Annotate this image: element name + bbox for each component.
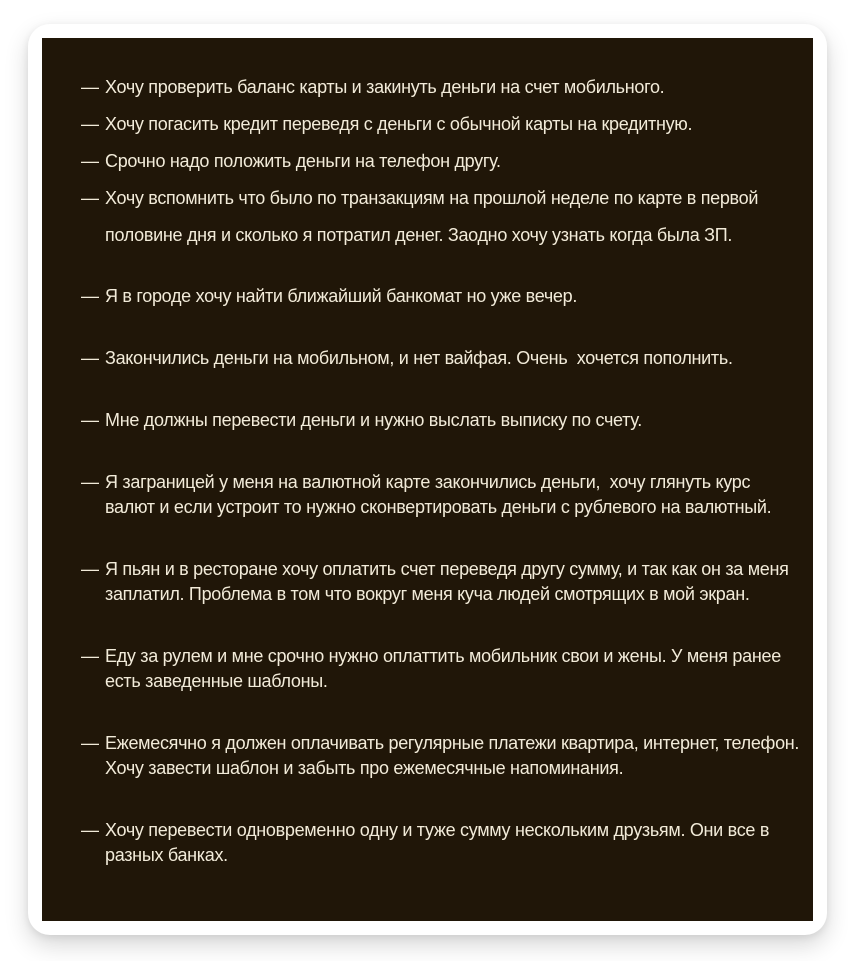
dash-marker: — (81, 820, 99, 840)
list-item-11 (81, 731, 800, 781)
list-item-text: разных банках. (105, 845, 228, 865)
dash-marker: — (81, 151, 99, 171)
list-item-text: Я заграницей у меня на валютной карте закончились деньги, хочу глянуть курс (105, 472, 751, 492)
list-item-2 (81, 106, 795, 143)
list-item-10 (81, 644, 795, 694)
list-item-text: есть заведенные шаблоны. (105, 671, 328, 691)
dash-marker: — (81, 559, 99, 579)
dash-marker: — (81, 646, 99, 666)
dash-marker: — (81, 472, 99, 492)
list-item-5 (81, 284, 795, 309)
dash-marker: — (81, 286, 99, 306)
list-item-text: валют и если устроит то нужно сконвертировать деньги с рублевого на валютный. (105, 497, 772, 517)
list-item-8 (81, 470, 795, 520)
list-item-6 (81, 346, 795, 371)
dash-marker: — (81, 410, 99, 430)
list-item-text: Закончились деньги на мобильном, и нет вайфая. Очень хочется пополнить. (105, 348, 733, 368)
list-item-9 (81, 557, 795, 607)
dash-marker: — (81, 114, 99, 134)
dash-marker: — (81, 188, 99, 208)
list-item-text: Мне должны перевести деньги и нужно выслать выписку по счету. (105, 410, 642, 430)
list-item-12 (81, 818, 795, 868)
document-card (28, 24, 827, 935)
dash-marker: — (81, 348, 99, 368)
dash-marker: — (81, 733, 99, 753)
list-item-4 (81, 180, 795, 254)
list-item-text: Хочу завести шаблон и забыть про ежемесячные напоминания. (105, 758, 624, 778)
dark-document-panel (42, 38, 813, 921)
list-item-text: Хочу проверить баланс карты и закинуть деньги на счет мобильного. (105, 77, 665, 97)
list-item-text: половине дня и сколько я потратил денег. Заодно хочу узнать когда была ЗП. (105, 225, 733, 245)
list-item-text: Срочно надо положить деньги на телефон другу. (105, 151, 501, 171)
list-item-text: Ежемесячно я должен оплачивать регулярные платежи квартира, интернет, телефон. (105, 733, 800, 753)
list-item-7 (81, 408, 795, 433)
dash-marker: — (81, 77, 99, 97)
list-item-text: Хочу вспомнить что было по транзакциям на прошлой неделе по карте в первой (105, 188, 759, 208)
list-item-3 (81, 143, 795, 180)
list-item-text: заплатил. Проблема в том что вокруг меня куча людей смотрящих в мой экран. (105, 584, 750, 604)
list-item-text: Хочу перевести одновременно одну и туже сумму нескольким друзьям. Они все в (105, 820, 770, 840)
list-item-text: Я в городе хочу найти ближайший банкомат но уже вечер. (105, 286, 578, 306)
list-item-1 (81, 69, 795, 106)
list-item-text: Я пьян и в ресторане хочу оплатить счет переведя другу сумму, и так как он за меня (105, 559, 789, 579)
list-item-text: Еду за рулем и мне срочно нужно оплаттить мобильник свои и жены. У меня ранее (105, 646, 781, 666)
list-item-text: Хочу погасить кредит переведя с деньги с обычной карты на кредитную. (105, 114, 693, 134)
